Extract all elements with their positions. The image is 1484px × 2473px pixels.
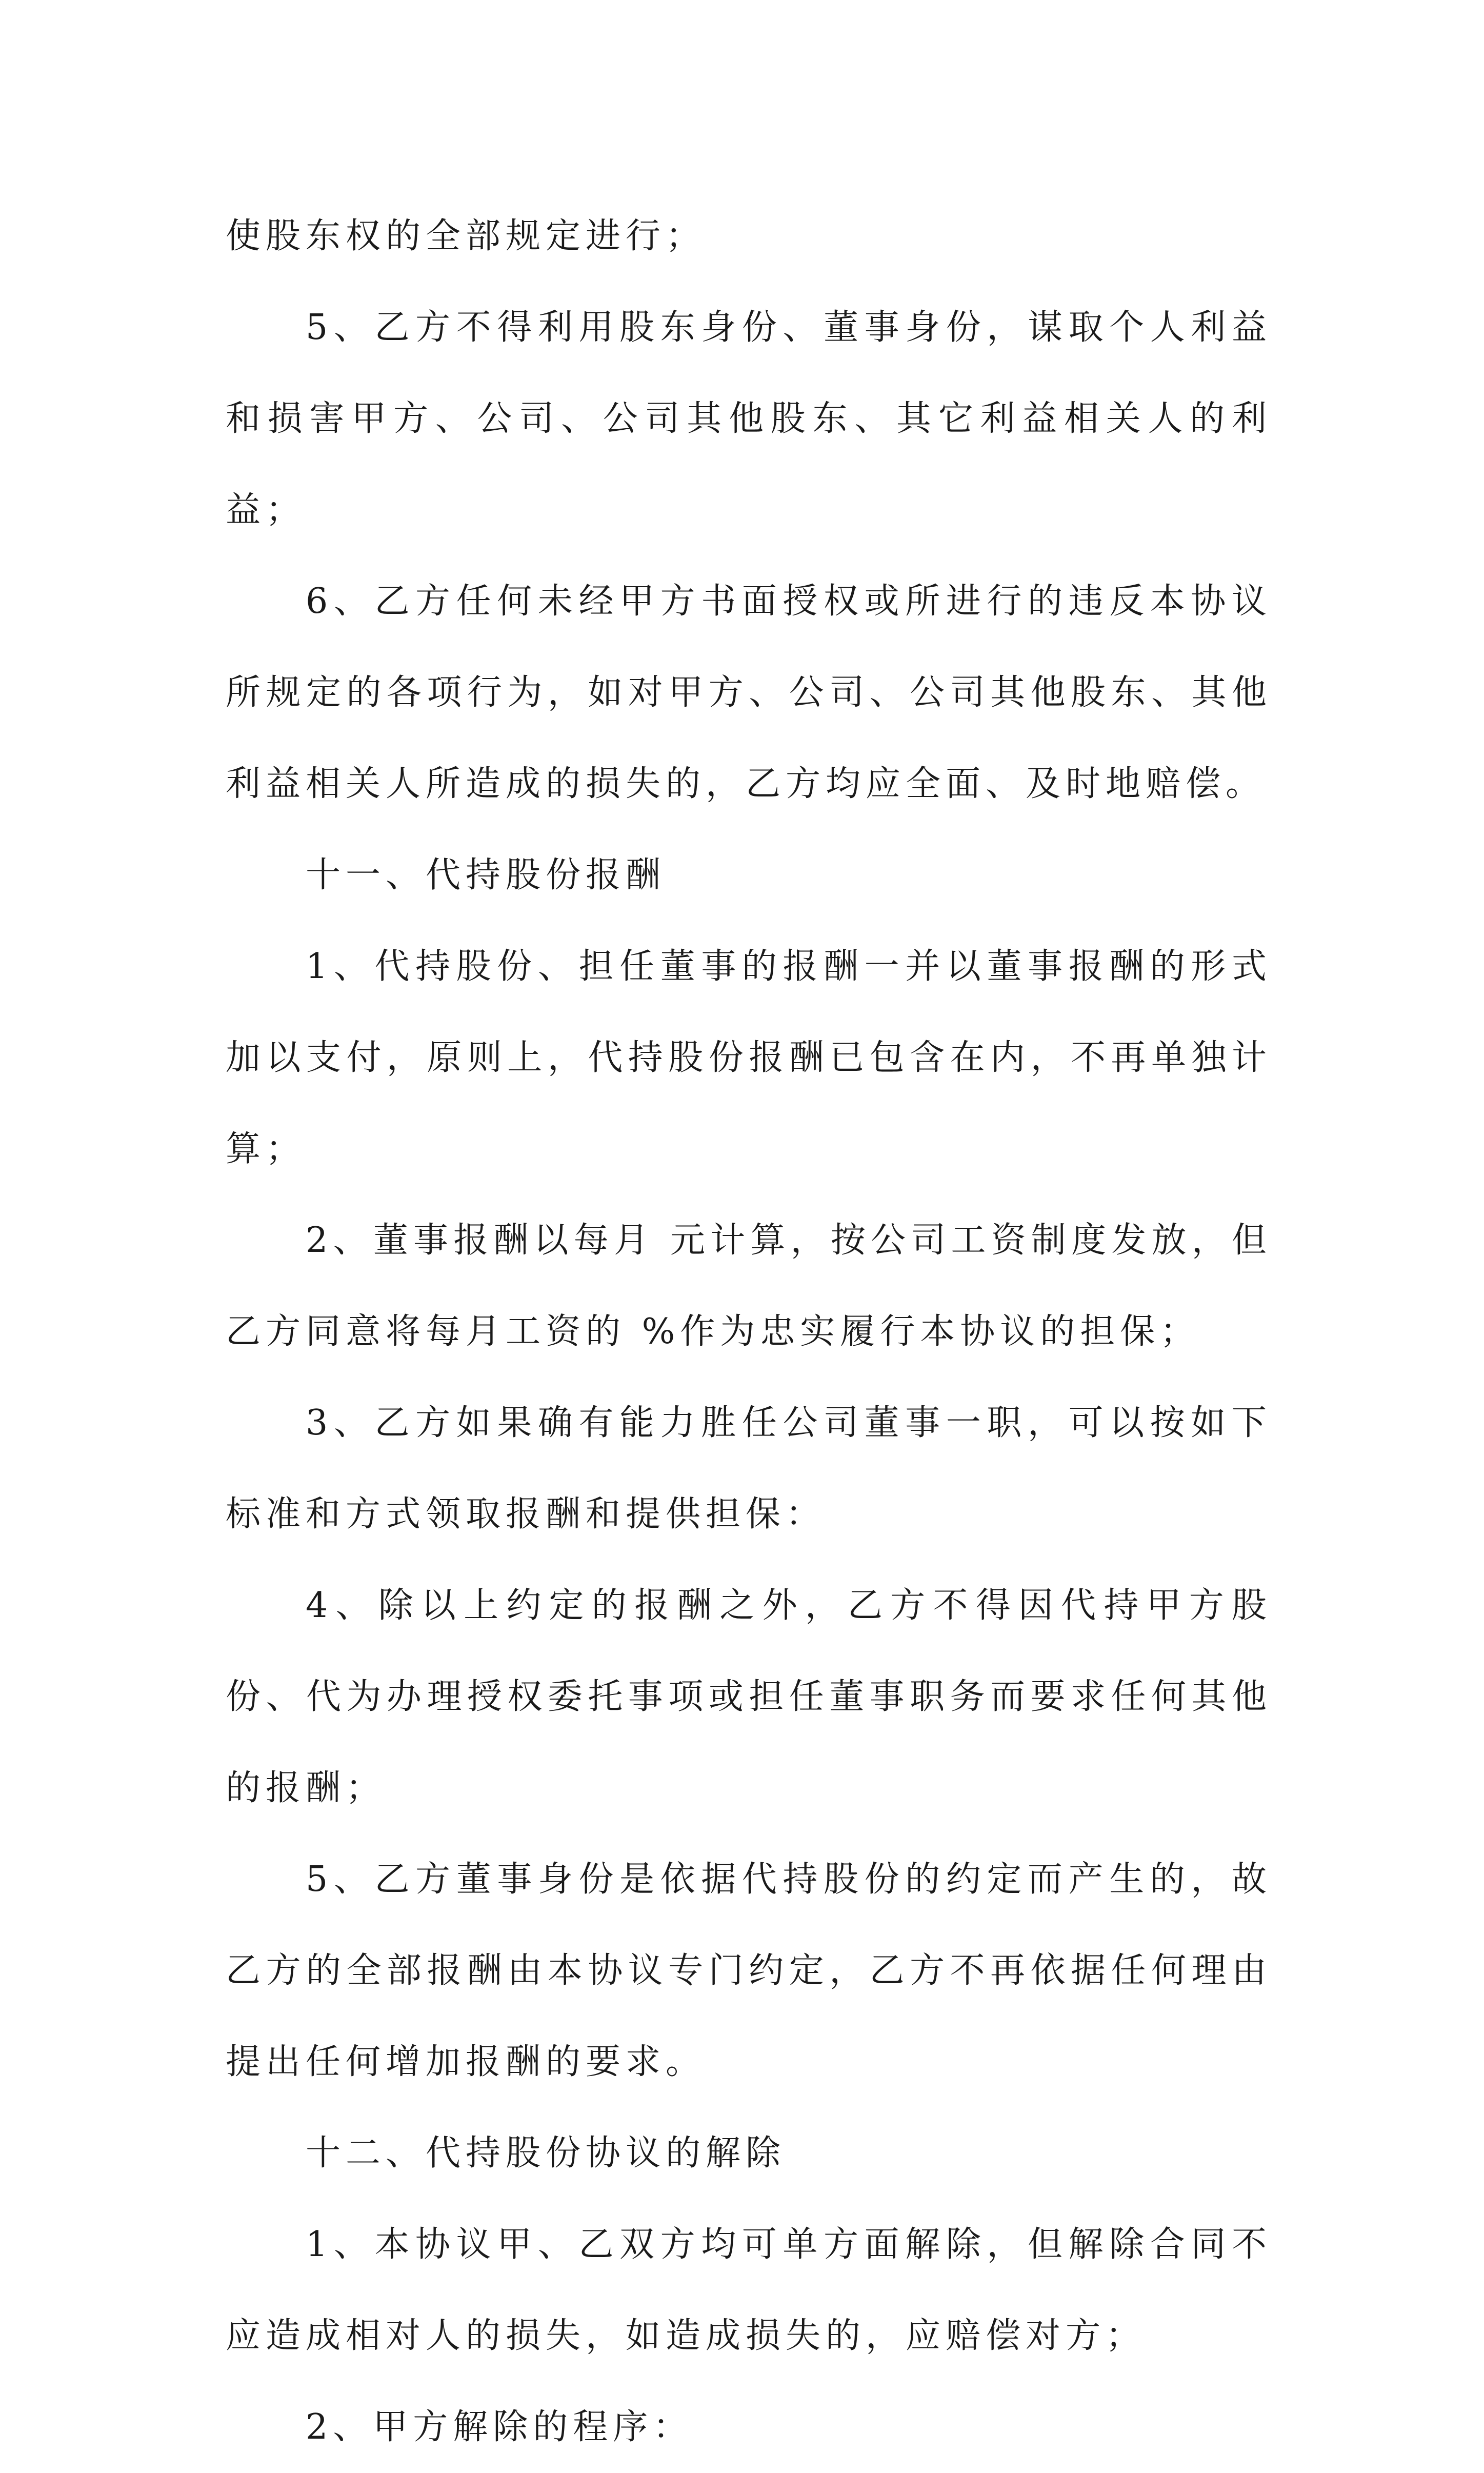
paragraph-clause-10-5: 5、乙方不得利用股东身份、董事身份，谋取个人利益和损害甲方、公司、公司其他股东、其它利益相关人的利益；	[226, 307, 1272, 530]
section-heading-11: 十一、代持股份报酬	[306, 855, 666, 895]
paragraph-clause-11-1: 1、代持股份、担任董事的报酬一并以董事报酬的形式加以支付，原则上，代持股份报酬已包含在内，不再单独计算；	[226, 946, 1272, 1169]
section-heading-12: 十二、代持股份协议的解除	[306, 2133, 786, 2173]
paragraph-clause-12-2: 2、甲方解除的程序：	[306, 2407, 693, 2447]
document-body	[226, 191, 1272, 2473]
paragraph-clause-11-4: 4、除以上约定的报酬之外，乙方不得因代持甲方股份、代为办理授权委托事项或担任董事职务而要求任何其他的报酬；	[226, 1585, 1272, 1808]
paragraph-clause-11-3: 3、乙方如果确有能力胜任公司董事一职，可以按如下标准和方式领取报酬和提供担保：	[226, 1403, 1272, 1534]
paragraph-clause-12-1: 1、本协议甲、乙双方均可单方面解除，但解除合同不应造成相对人的损失，如造成损失的，应赔偿对方；	[226, 2224, 1272, 2356]
paragraph-clause-11-5: 5、乙方董事身份是依据代持股份的约定而产生的，故乙方的全部报酬由本协议专门约定，乙方不再依据任何理由提出任何增加报酬的要求。	[226, 1859, 1272, 2082]
paragraph-continuation: 使股东权的全部规定进行；	[226, 216, 706, 256]
paragraph-clause-10-6: 6、乙方任何未经甲方书面授权或所进行的违反本协议所规定的各项行为，如对甲方、公司、公司其他股东、其他利益相关人所造成的损失的，乙方均应全面、及时地赔偿。	[226, 581, 1272, 804]
paragraph-clause-11-2: 2、董事报酬以每月 元计算，按公司工资制度发放，但乙方同意将每月工资的 %作为忠实履行本协议的担保；	[226, 1220, 1272, 1352]
